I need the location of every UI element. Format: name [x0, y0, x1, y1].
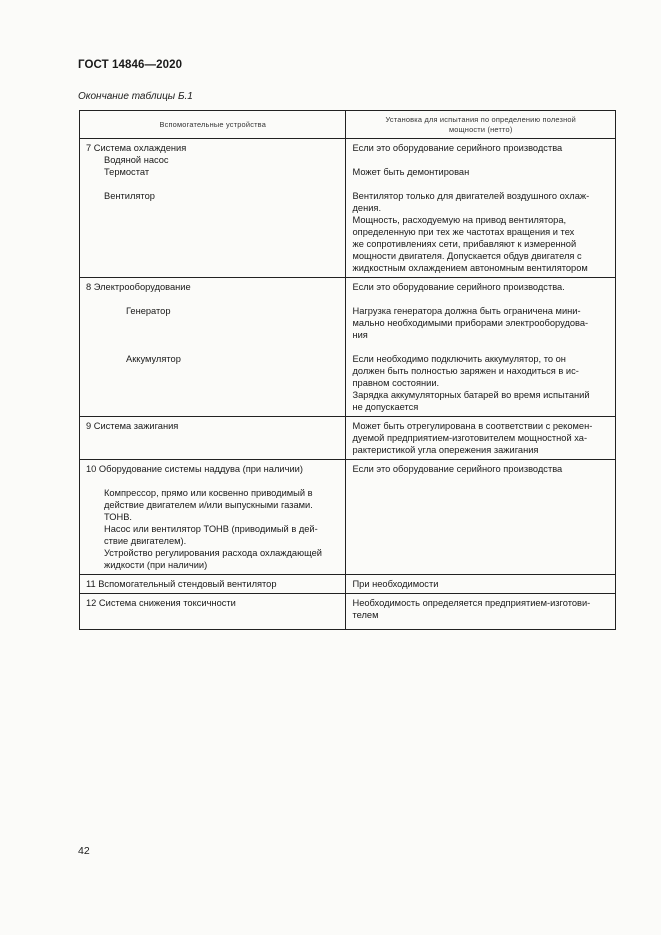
row-10-item-5: ствие двигателем). [104, 536, 187, 546]
row-10-item-2: действие двигателем и/или выпускными газами. [104, 500, 313, 510]
row-11-note-1: При необходимости [352, 579, 439, 589]
row-8-note-9: не допускается [352, 402, 419, 412]
row-11-setup-cell [346, 575, 616, 594]
row-8-battery: Аккумулятор [126, 354, 181, 364]
row-8-device-cell [80, 278, 346, 417]
row-10-item-3: ТОНВ. [104, 512, 132, 522]
table-caption: Окончание таблицы Б.1 [78, 91, 193, 102]
row-8-setup-cell [346, 278, 616, 417]
row-10-setup-cell [346, 460, 616, 575]
row-7-note-9: жидкостным охлаждением автономным вентилятором [352, 263, 588, 273]
row-8-note-8: Зарядка аккумуляторных батарей во время испытаний [352, 390, 590, 400]
row-12-device-cell [80, 594, 346, 630]
row-7-note-2: Может быть демонтирован [352, 167, 470, 177]
row-12-note-1: Необходимость определяется предприятием-изготови- [352, 598, 591, 608]
row-11-title: 11 Вспомогательный стендовый вентилятор [86, 579, 277, 589]
column-header-devices: Вспомогательные устройства [80, 111, 346, 139]
row-8-note-1: Если это оборудование серийного производства. [352, 282, 565, 292]
row-7-note-7: же сопротивлениях сети, прибавляют к измеренной [352, 239, 577, 249]
row-7-note-6: определенную при тех же частотах вращения и тех [352, 227, 575, 237]
row-8-note-4: ния [352, 330, 368, 340]
row-10-title: 10 Оборудование системы наддува (при наличии) [86, 464, 303, 474]
table-row [80, 139, 616, 278]
row-8-note-3: мально необходимыми приборами электрооборудова- [352, 318, 589, 328]
row-10-item-4: Насос или вентилятор ТОНВ (приводимый в дей- [104, 524, 318, 534]
row-7-setup-cell [346, 139, 616, 278]
table-row [80, 460, 616, 575]
row-8-note-7: правном состоянии. [352, 378, 440, 388]
row-7-note-5: Мощность, расходуемую на привод вентилятора, [352, 215, 567, 225]
row-8-title: 8 Электрооборудование [86, 282, 191, 292]
row-9-title: 9 Система зажигания [86, 421, 179, 431]
row-7-note-8: мощности двигателя. Допускается обдув двигателя с [352, 251, 582, 261]
row-9-note-3: рактеристикой угла опережения зажигания [352, 445, 539, 455]
row-7-device-cell [80, 139, 346, 278]
table-row [80, 278, 616, 417]
table-row [80, 575, 616, 594]
page-number: 42 [78, 845, 90, 857]
row-10-device-cell [80, 460, 346, 575]
row-8-note-6: должен быть полностью заряжен и находиться в ис- [352, 366, 579, 376]
column-header-setup: Установка для испытания по определению полезной мощности (нетто) [346, 111, 616, 139]
row-9-note-2: дуемой предприятием-изготовителем мощностной ха- [352, 433, 588, 443]
row-7-thermostat: Термостат [104, 167, 150, 177]
table-row [80, 594, 616, 630]
row-7-water-pump: Водяной насос [104, 155, 169, 165]
row-11-device-cell [80, 575, 346, 594]
row-7-note-1: Если это оборудование серийного производства [352, 143, 563, 153]
row-8-generator: Генератор [126, 306, 171, 316]
table-header-row [80, 111, 616, 139]
auxiliary-devices-table [79, 110, 616, 630]
row-7-note-3: Вентилятор только для двигателей воздушного охлаж- [352, 191, 590, 201]
document-code: ГОСТ 14846—2020 [78, 59, 183, 71]
row-9-device-cell [80, 417, 346, 460]
row-9-note-1: Может быть отрегулирована в соответствии с рекомен- [352, 421, 593, 431]
row-12-note-2: телем [352, 610, 379, 620]
row-7-title: 7 Система охлаждения [86, 143, 187, 153]
row-10-item-7: жидкости (при наличии) [104, 560, 208, 570]
row-12-setup-cell [346, 594, 616, 630]
row-10-item-1: Компрессор, прямо или косвенно приводимый в [104, 488, 313, 498]
row-7-fan: Вентилятор [104, 191, 155, 201]
row-8-note-5: Если необходимо подключить аккумулятор, то он [352, 354, 566, 364]
row-12-title: 12 Система снижения токсичности [86, 598, 236, 608]
row-10-item-6: Устройство регулирования расхода охлаждающей [104, 548, 322, 558]
row-9-setup-cell [346, 417, 616, 460]
table-row [80, 417, 616, 460]
row-7-note-4: дения. [352, 203, 382, 213]
row-10-note-1: Если это оборудование серийного производства [352, 464, 563, 474]
row-8-note-2: Нагрузка генератора должна быть ограничена мини- [352, 306, 581, 316]
